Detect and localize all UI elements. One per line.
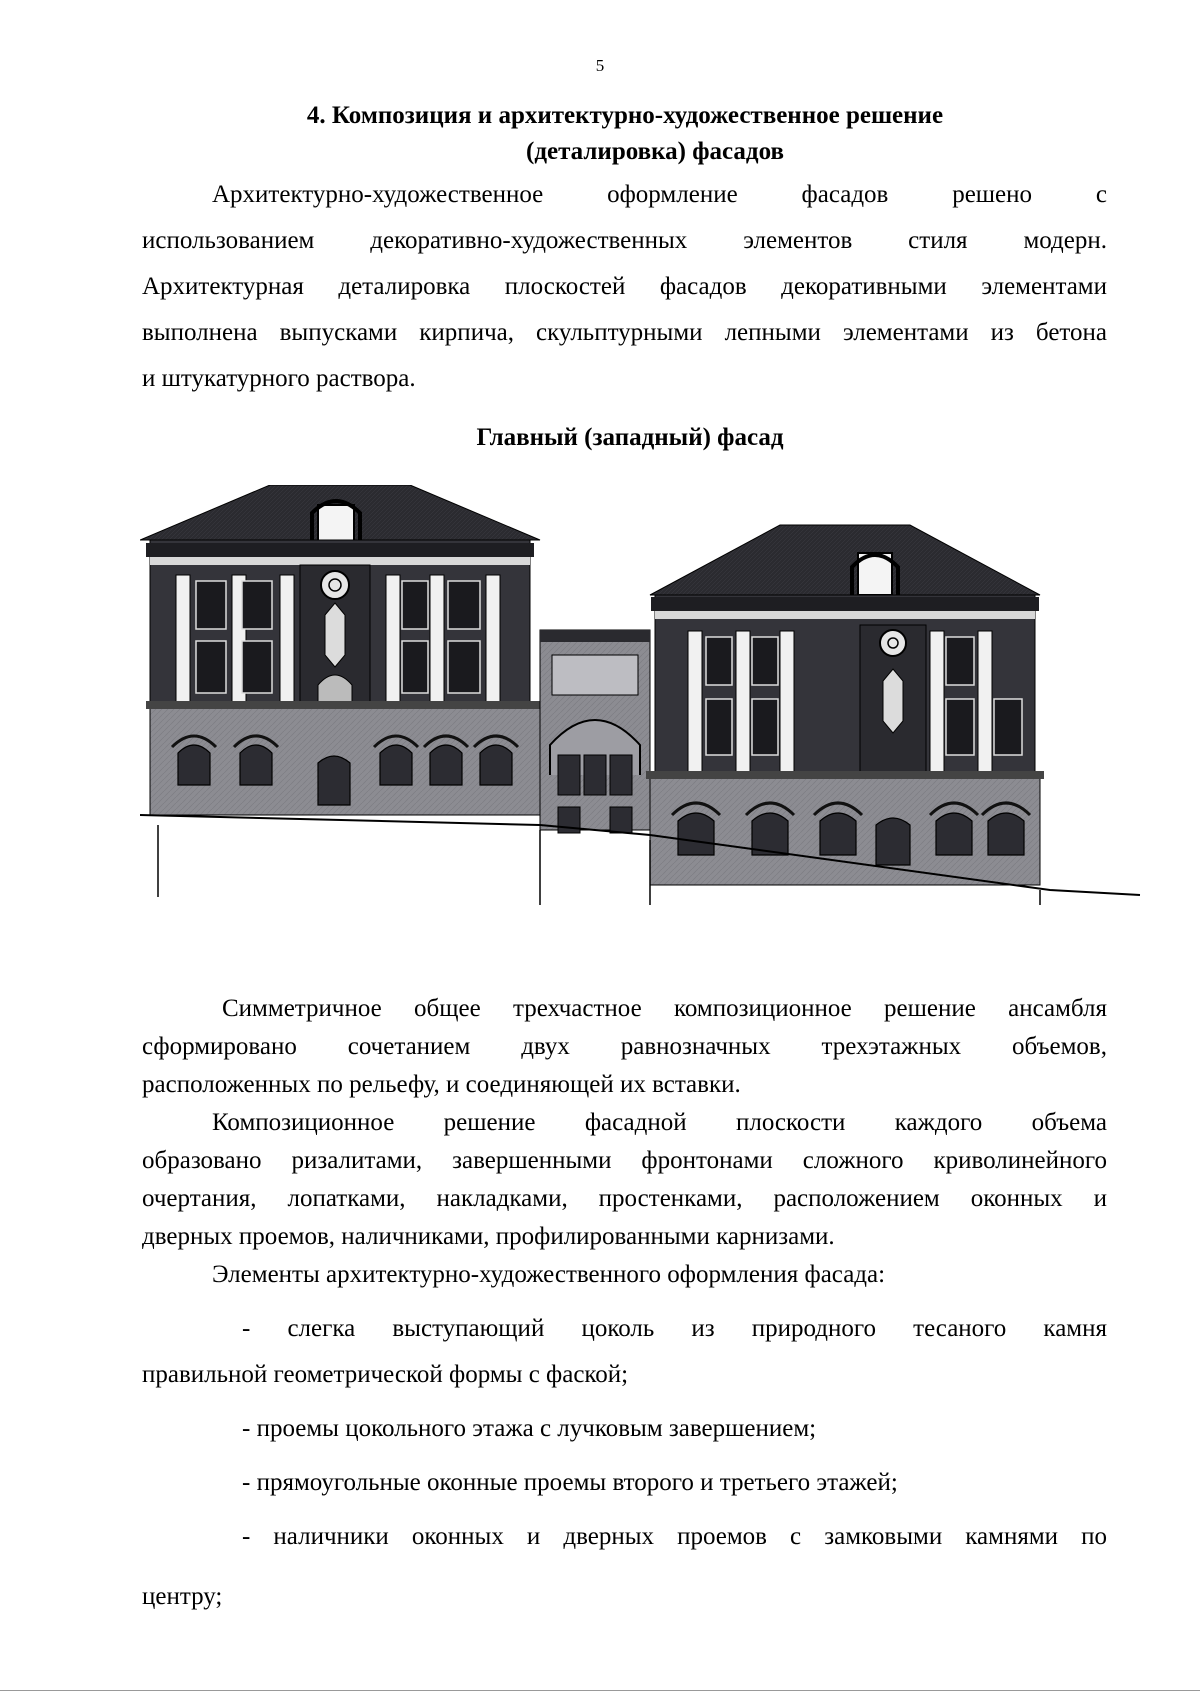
intro-line-2: использованием декоративно-художественных элементов стиля модерн. bbox=[142, 227, 1107, 254]
intro-line-4: выполнена выпусками кирпича, скульптурными лепными элементами из бетона bbox=[142, 319, 1107, 346]
comp-p2-line-4: дверных проемов, наличниками, профилированными карнизами. bbox=[142, 1223, 835, 1250]
comp-p3-line: Элементы архитектурно-художественного оформления фасада: bbox=[212, 1261, 886, 1288]
comp-p2-line-2: образовано ризалитами, завершенными фронтонами сложного криволинейного bbox=[142, 1147, 1107, 1174]
composition-paragraph-3 bbox=[142, 1256, 1107, 1294]
section-heading-line1: 4. Композиция и архитектурно-художественное решение bbox=[306, 102, 944, 129]
intro-line-1: Архитектурно-художественное оформление фасадов решено с bbox=[212, 181, 1107, 208]
bullet-3 bbox=[142, 1460, 1107, 1506]
intro-paragraph bbox=[142, 172, 1107, 402]
bullet-1-line-1: - слегка выступающий цоколь из природного тесаного камня bbox=[242, 1315, 1107, 1342]
bullet-4-line-1: - наличники оконных и дверных проемов с замковыми камнями по bbox=[242, 1523, 1107, 1550]
section-heading bbox=[140, 98, 1110, 170]
comp-p1-line-3: расположенных по рельефу, и соединяющей их вставки. bbox=[142, 1071, 741, 1098]
section-heading-line2: (деталировка) фасадов bbox=[526, 138, 784, 165]
comp-p2-line-1: Композиционное решение фасадной плоскости каждого объема bbox=[212, 1109, 1107, 1136]
figure-title: Главный (западный) фасад bbox=[476, 424, 784, 451]
scan-edge-line bbox=[0, 1690, 1200, 1691]
page-number: 5 bbox=[595, 56, 605, 75]
facade-drawing bbox=[140, 485, 1145, 980]
intro-line-5: и штукатурного раствора. bbox=[142, 365, 416, 392]
facade-elevation-image bbox=[140, 485, 1145, 980]
left-building bbox=[140, 485, 542, 815]
composition-paragraph-1 bbox=[142, 990, 1107, 1104]
intro-line-3: Архитектурная деталировка плоскостей фасадов декоративными элементами bbox=[142, 273, 1107, 300]
center-insert bbox=[540, 630, 650, 833]
bullet-2 bbox=[142, 1406, 1107, 1452]
bullet-1 bbox=[142, 1306, 1107, 1398]
bullet-3-line-1: - прямоугольные оконные проемы второго и третьего этажей; bbox=[242, 1469, 898, 1496]
bullet-2-line-1: - проемы цокольного этажа с лучковым завершением; bbox=[242, 1415, 817, 1442]
composition-paragraph-2 bbox=[142, 1104, 1107, 1256]
comp-p1-line-2: сформировано сочетанием двух равнозначных трехэтажных объемов, bbox=[142, 1033, 1107, 1060]
comp-p2-line-3: очертания, лопатками, накладками, простенками, расположением оконных и bbox=[142, 1185, 1107, 1212]
right-building bbox=[646, 525, 1044, 885]
bullet-1-line-2: правильной геометрической формы с фаской; bbox=[142, 1361, 629, 1388]
comp-p1-line-1: Симметричное общее трехчастное композиционное решение ансамбля bbox=[222, 995, 1107, 1022]
bullet-4-line-2: центру; bbox=[142, 1583, 223, 1610]
bullet-4 bbox=[142, 1514, 1107, 1620]
